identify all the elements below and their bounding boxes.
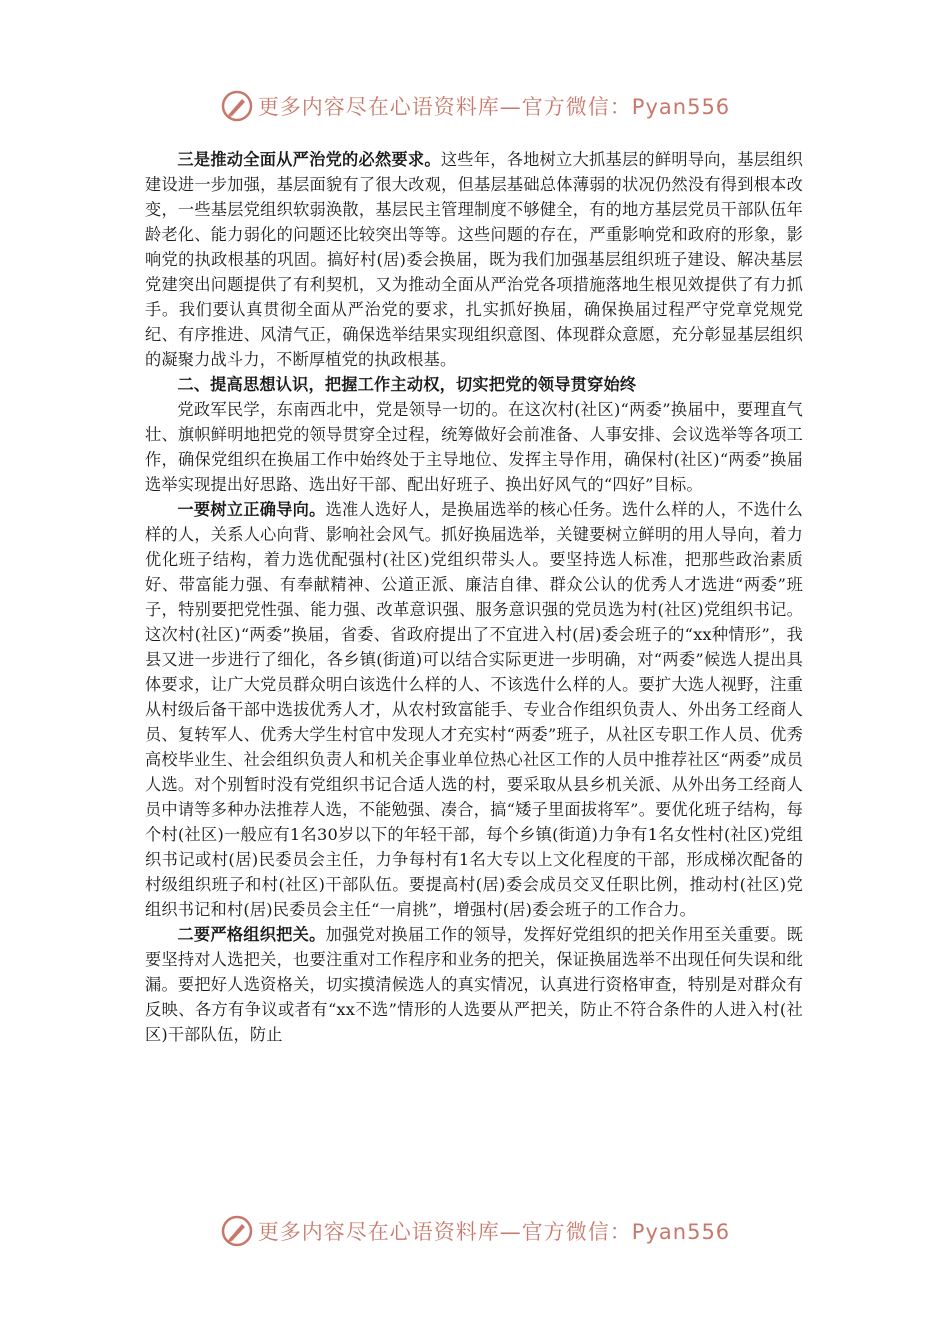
paragraph-1 <box>145 147 803 372</box>
paragraph-3 <box>145 397 803 497</box>
section-heading: 二、提高思想认识，把握工作主动权，切实把党的领导贯穿始终 <box>177 375 637 394</box>
paragraph-lead: 一要树立正确导向。 <box>177 500 326 519</box>
header-watermark <box>0 86 950 126</box>
paragraph-lead: 三是推动全面从严治党的必然要求。 <box>177 150 441 169</box>
paragraph-text: 党政军民学，东南西北中，党是领导一切的。在这次村(社区)“两委”换届中，要理直气壮、旗帜鲜明地把党的领导贯穿全过程，统筹做好会前准备、人事安排、会议选举等各项工作，确保党组织在换届工作中始终处于主导地位、发挥主导作用，确保村(社区)“两委”换届选举实现提出好思路、选出好干部、配出好班子、换出好风气的“四好”目标。 <box>145 400 803 494</box>
paragraph-4 <box>145 497 803 922</box>
watermark-text: 更多内容尽在心语资料库—官方微信：Pyan556 <box>257 95 731 119</box>
pen-seal-icon <box>220 89 254 123</box>
watermark-text: 更多内容尽在心语资料库—官方微信：Pyan556 <box>257 1220 731 1244</box>
paragraph-text: 选准人选好人，是换届选举的核心任务。选什么样的人，不选什么样的人，关系人心向背、影响社会风气。抓好换届选举，关键要树立鲜明的用人导向，着力优化班子结构，着力选优配强村(社区)党组织带头人。要坚持选人标准，把那些政治素质好、带富能力强、有奉献精神、公道正派、廉洁自律、群众公认的优秀人才选进“两委”班子，特别要把党性强、能力强、改革意识强、服务意识强的党员选为村(社区)党组织书记。这次村(社区)“两委”换届，省委、省政府提出了不宜进入村(居)委会班子的“xx种情形”，我县又进一步进行了细化，各乡镇(街道)可以结合实际更进一步明确，对“两委”候选人提出具体要求，让广大党员群众明白该选什么样的人、不该选什么样的人。要扩大选人视野，注重从村级后备干部中选拔优秀人才，从农村致富能手、专业合作组织负责人、外出务工经商人员、复转军人、优秀大学生村官中发现人才充实村“两委”班子，从社区专职工作人员、优秀高校毕业生、社会组织负责人和机关企事业单位热心社区工作的人员中推荐社区“两委”成员人选。对个别暂时没有党组织书记合适人选的村，要采取从县乡机关派、从外出务工经商人员中请等多种办法推荐人选，不能勉强、凑合，搞“矮子里面拔将军”。要优化班子结构，每个村(社区)一般应有1名30岁以下的年轻干部，每个乡镇(街道)力争有1名女性村(社区)党组织书记或村(居)民委员会主任，力争每村有1名大专以上文化程度的干部，形成梯次配备的村级组织班子和村(社区)干部队伍。要提高村(居)委会成员交叉任职比例，推动村(社区)党组织书记和村(居)民委员会主任“一肩挑”，增强村(居)委会班子的工作合力。 <box>145 500 803 919</box>
paragraph-text: 这些年，各地树立大抓基层的鲜明导向，基层组织建设进一步加强，基层面貌有了很大改观，但基层基础总体薄弱的状况仍然没有得到根本改变，一些基层党组织软弱涣散，基层民主管理制度不够健全，有的地方基层党员干部队伍年龄老化、能力弱化的问题还比较突出等等。这些问题的存在，严重影响党和政府的形象，影响党的执政根基的巩固。搞好村(居)委会换届，既为我们加强基层组织班子建设、解决基层党建突出问题提供了有利契机，又为推动全面从严治党各项措施落地生根见效提供了有力抓手。我们要认真贯彻全面从严治党的要求，扎实抓好换届，确保换届过程严守党章党规党纪、有序推进、风清气正，确保选举结果实现组织意图、体现群众意愿，充分彰显基层组织的凝聚力战斗力，不断厚植党的执政根基。 <box>145 150 803 369</box>
document-body <box>145 147 803 1047</box>
footer-watermark <box>0 1211 950 1251</box>
pen-seal-icon <box>220 1214 254 1248</box>
paragraph-5 <box>145 922 803 1047</box>
paragraph-lead: 二要严格组织把关。 <box>177 925 326 944</box>
paragraph-text: 加强党对换届工作的领导，发挥好党组织的把关作用至关重要。既要坚持对人选把关，也要注重对工作程序和业务的把关，保证换届选举不出现任何失误和纰漏。要把好人选资格关，切实摸清候选人的真实情况，认真进行资格审查，特别是对群众有反映、各方有争议或者有“xx不选”情形的人选要从严把关，防止不符合条件的人进入村(社区)干部队伍，防止 <box>145 925 803 1044</box>
